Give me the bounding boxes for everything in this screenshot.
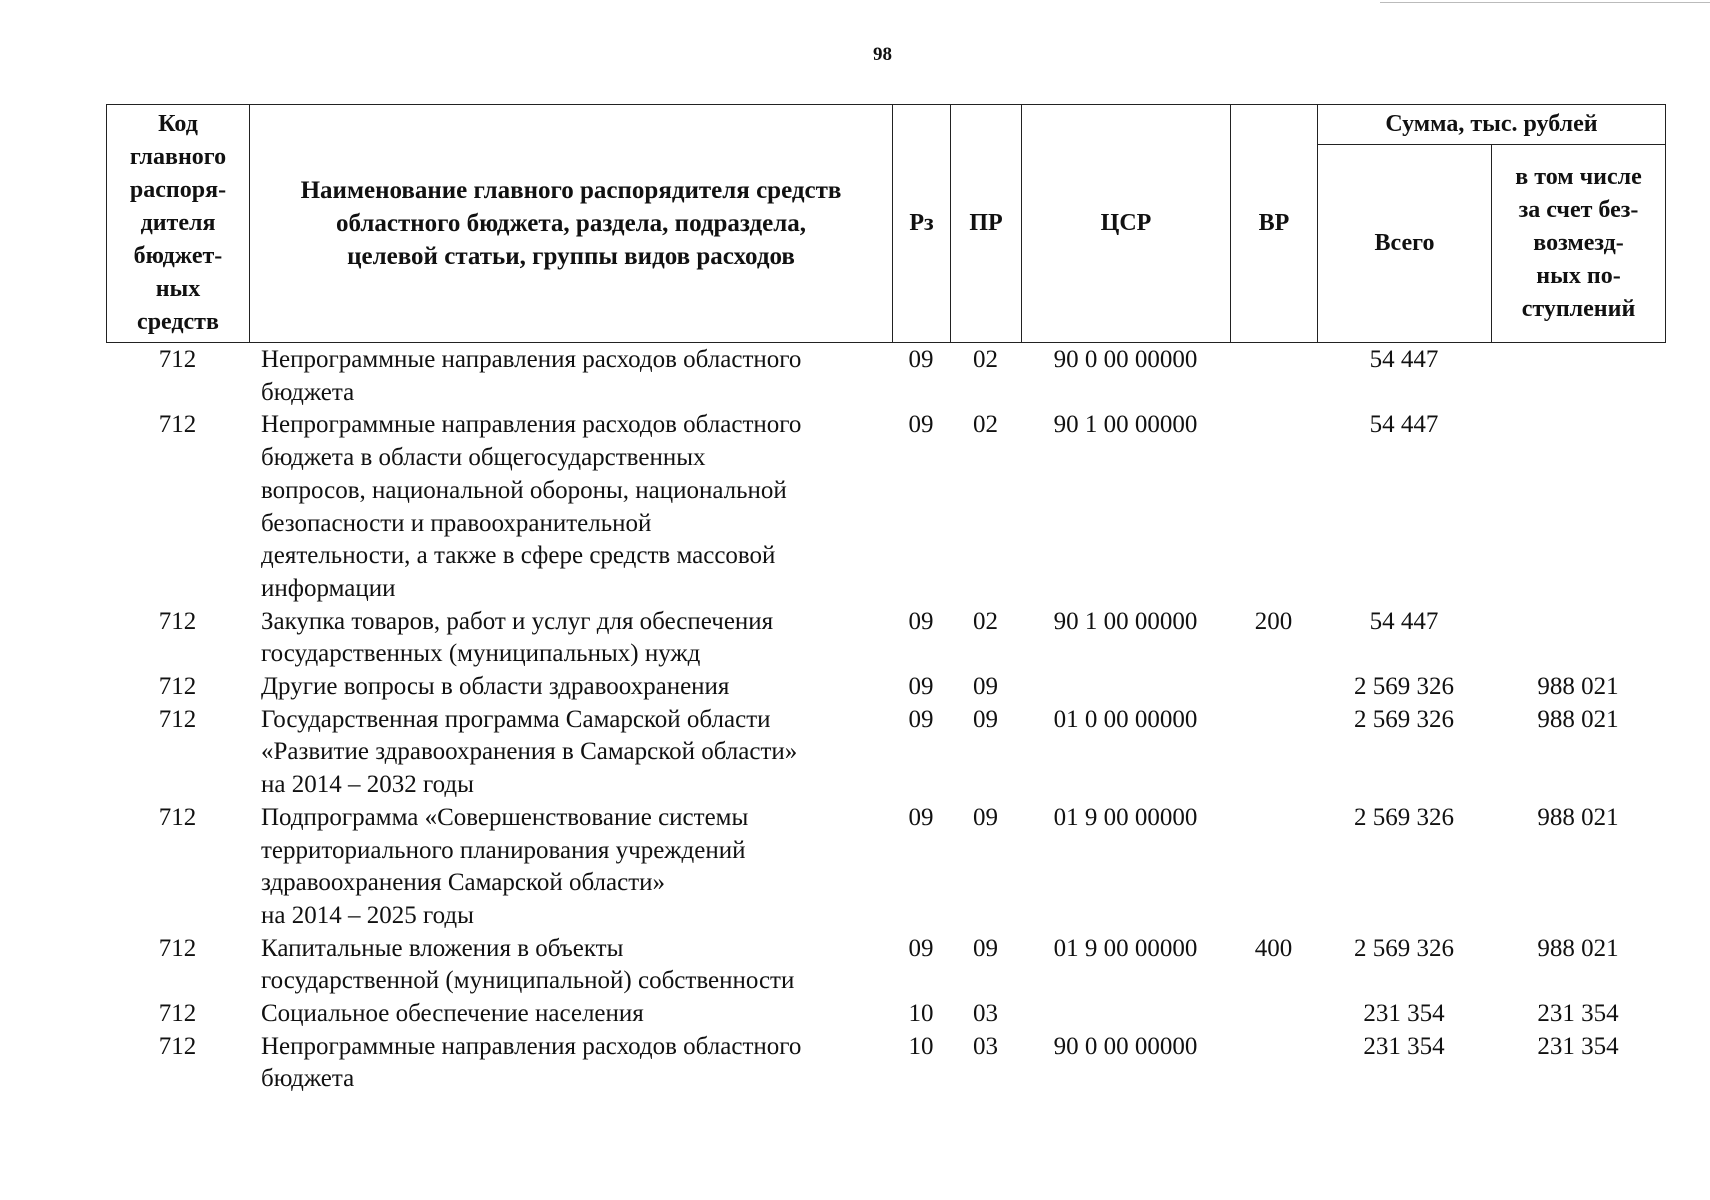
scan-edge-line [1380,2,1710,3]
cell-name [249,802,892,933]
cell-csr: 01 9 00 00000 [1053,934,1198,962]
cell-pr: 02 [973,607,998,635]
cell-code: 712 [158,346,197,373]
cell-free: 231 354 [1537,1000,1619,1028]
cell-name-line: Подпрограмма «Совершенствование системы [261,803,749,831]
page-number: 98 [873,44,892,65]
cell-free: 988 021 [1537,705,1619,733]
cell-total: 231 354 [1363,1032,1445,1060]
cell-vr [1230,998,1317,1031]
table-body [106,344,1665,1096]
cell-name [249,344,892,409]
cell-rz: 09 [908,411,934,439]
cell-total: 2 569 326 [1354,803,1454,831]
table-row [106,344,1665,409]
cell-total: 231 354 [1363,1000,1445,1028]
header-code: Код главного распоря- дителя бюджет- ных средств [107,105,250,343]
cell-rz: 09 [908,705,934,733]
cell-name-line: здравоохранения Самарской области» [261,869,666,897]
cell-pr: 09 [973,803,998,831]
cell-total: 2 569 326 [1354,673,1454,701]
cell-total: 54 447 [1369,607,1439,635]
table-row [106,1031,1665,1096]
cell-code: 712 [158,1000,197,1028]
cell-name [249,671,892,704]
cell-name [249,409,892,605]
cell-name-line: на 2014 – 2025 годы [261,901,474,929]
cell-name [249,606,892,671]
cell-total: 2 569 326 [1354,934,1454,962]
cell-vr [1230,344,1317,409]
cell-name [249,933,892,998]
header-vr: ВР [1231,105,1318,343]
cell-rz: 10 [908,1032,934,1060]
table-row [106,704,1665,802]
cell-name-line: территориального планирования учреждений [261,836,746,864]
cell-rz: 10 [908,1000,934,1028]
cell-csr [1021,671,1230,704]
header-rz: Рз [893,105,951,343]
cell-name-line: Социальное обеспечение населения [261,1000,644,1028]
cell-name-line: информации [261,574,396,602]
cell-pr: 02 [973,411,998,439]
cell-rz: 09 [908,673,934,701]
cell-name-line: Непрограммные направления расходов областного [261,346,802,373]
cell-free [1491,606,1665,671]
cell-free: 988 021 [1537,673,1619,701]
cell-name-line: Другие вопросы в области здравоохранения [261,673,730,701]
cell-free: 231 354 [1537,1032,1619,1060]
cell-csr: 90 1 00 00000 [1053,607,1198,635]
table-row [106,933,1665,998]
header-sum-group: Сумма, тыс. рублей [1318,105,1666,145]
cell-total: 54 447 [1369,411,1439,439]
cell-free: 988 021 [1537,934,1619,962]
cell-vr [1230,1031,1317,1096]
cell-code: 712 [158,934,197,962]
cell-pr: 09 [973,934,998,962]
cell-name-line: «Развитие здравоохранения в Самарской области» [261,738,798,766]
cell-rz: 09 [908,803,934,831]
cell-pr: 02 [973,346,998,373]
cell-vr [1230,704,1317,802]
cell-name-line: Государственная программа Самарской области [261,705,771,733]
cell-csr: 01 9 00 00000 [1053,803,1198,831]
cell-name-line: деятельности, а также в сфере средств массовой [261,542,776,570]
cell-name-line: бюджета [261,1065,355,1093]
cell-name-line: Непрограммные направления расходов областного [261,411,802,439]
header-total: Всего [1318,145,1492,343]
cell-free [1491,409,1665,605]
header-csr: ЦСР [1022,105,1231,343]
cell-name-line: Закупка товаров, работ и услуг для обеспечения [261,607,774,635]
cell-name [249,1031,892,1096]
cell-code: 712 [158,803,197,831]
table-header [106,104,1666,343]
cell-pr: 09 [973,705,998,733]
table-row [106,802,1665,933]
cell-code: 712 [158,607,197,635]
header-name: Наименование главного распорядителя средств областного бюджета, раздела, подраздела, целевой статьи, группы видов расходов [250,105,893,343]
cell-name-line: Капитальные вложения в объекты [261,934,624,962]
cell-pr: 03 [973,1000,998,1028]
cell-pr: 09 [973,673,998,701]
header-free: в том числе за счет без- возмезд- ных по- ступлений [1492,145,1666,343]
cell-name-line: вопросов, национальной обороны, национальной [261,476,787,504]
cell-csr: 90 0 00 00000 [1053,1032,1198,1060]
cell-name-line: на 2014 – 2032 годы [261,771,474,799]
table-row [106,606,1665,671]
table-row [106,998,1665,1031]
cell-vr: 400 [1254,934,1293,962]
cell-vr [1230,409,1317,605]
cell-name-line: Непрограммные направления расходов областного [261,1032,802,1060]
cell-csr: 01 0 00 00000 [1053,705,1198,733]
header-pr: ПР [951,105,1022,343]
cell-free: 988 021 [1537,803,1619,831]
cell-total: 2 569 326 [1354,705,1454,733]
cell-csr: 90 0 00 00000 [1053,346,1198,373]
cell-total: 54 447 [1369,346,1439,373]
cell-name [249,998,892,1031]
cell-vr [1230,671,1317,704]
cell-code: 712 [158,705,197,733]
cell-code: 712 [158,1032,197,1060]
cell-name-line: безопасности и правоохранительной [261,509,652,537]
cell-rz: 09 [908,607,934,635]
cell-csr: 90 1 00 00000 [1053,411,1198,439]
cell-pr: 03 [973,1032,998,1060]
cell-code: 712 [158,673,197,701]
cell-code: 712 [158,411,197,439]
table-row [106,671,1665,704]
cell-name-line: государственной (муниципальной) собственности [261,967,795,995]
cell-name [249,704,892,802]
cell-vr [1230,802,1317,933]
cell-csr [1021,998,1230,1031]
cell-name-line: бюджета [261,378,355,406]
cell-rz: 09 [908,934,934,962]
cell-name-line: государственных (муниципальных) нужд [261,640,701,668]
cell-name-line: бюджета в области общегосударственных [261,444,706,472]
cell-free [1491,344,1665,409]
cell-vr: 200 [1254,607,1293,635]
cell-rz: 09 [908,346,934,373]
table-row [106,409,1665,605]
